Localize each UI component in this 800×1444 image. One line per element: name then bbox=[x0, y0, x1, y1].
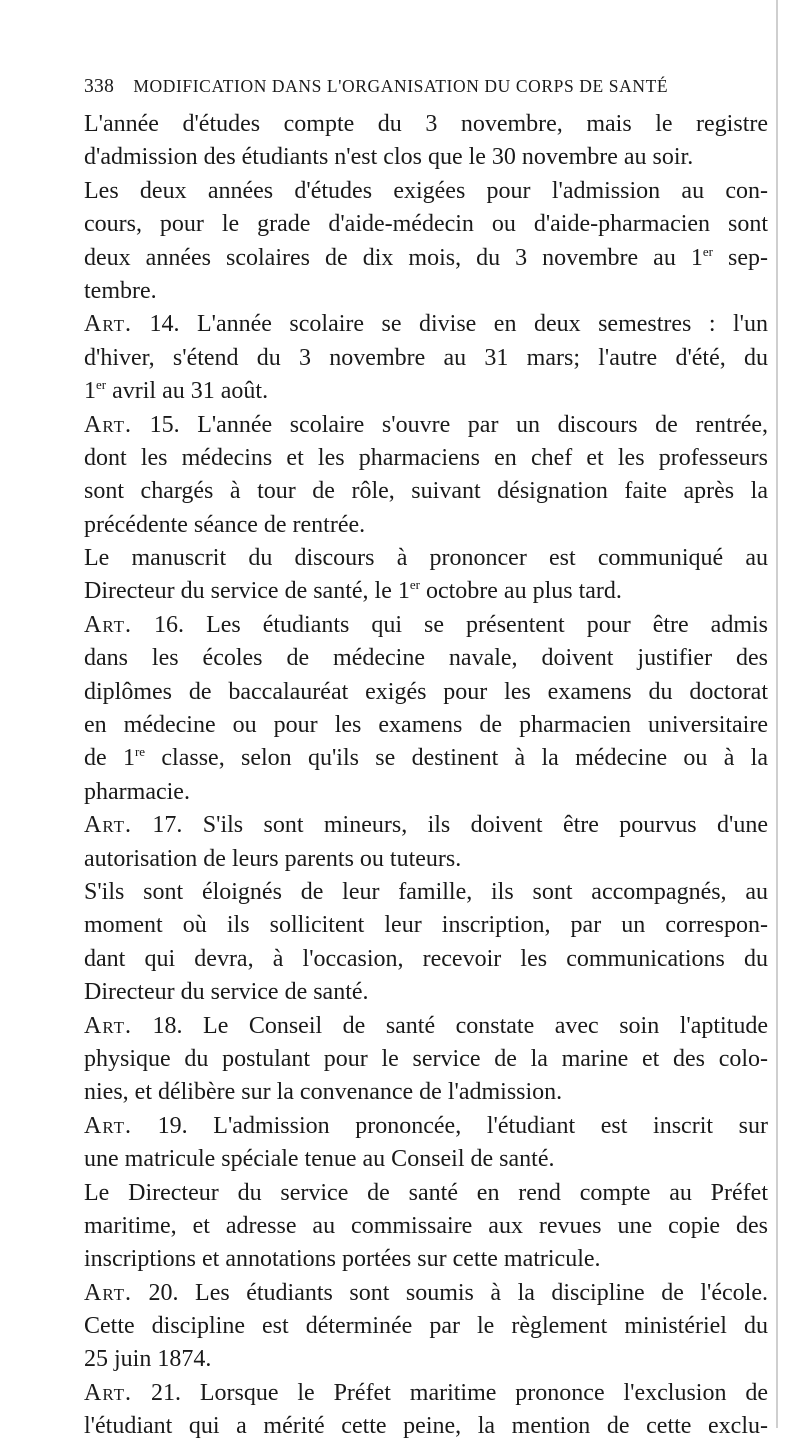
text-line: Art. 14. L'année scolaire se divise en deux semestres : l'un bbox=[84, 311, 768, 338]
text-line: tembre. bbox=[84, 277, 157, 304]
text-line: sont chargés à tour de rôle, suivant désignation faite après la bbox=[84, 478, 768, 505]
text-line: S'ils sont éloignés de leur famille, ils sont accompagnés, au bbox=[84, 878, 768, 905]
text-line: Art. 15. L'année scolaire s'ouvre par un discours de rentrée, bbox=[84, 411, 768, 438]
text-line: 25 juin 1874. bbox=[84, 1346, 212, 1373]
text-line: cours, pour le grade d'aide-médecin ou d'aide-pharmacien sont bbox=[84, 211, 768, 238]
page-edge bbox=[776, 0, 778, 1428]
text-line: Art. 19. L'admission prononcée, l'étudiant est inscrit sur bbox=[84, 1112, 768, 1139]
text-line: dans les écoles de médecine navale, doivent justifier des bbox=[84, 645, 768, 672]
text-line: deux années scolaires de dix mois, du 3 novembre au 1er sep- bbox=[84, 243, 768, 271]
text-line: Art. 16. Les étudiants qui se présentent pour être admis bbox=[84, 611, 768, 638]
text-line: Les deux années d'études exigées pour l'admission au con- bbox=[84, 177, 768, 204]
running-header bbox=[84, 76, 744, 98]
page-number: 338 bbox=[84, 76, 115, 97]
text-line: Art. 17. S'ils sont mineurs, ils doivent être pourvus d'une bbox=[84, 812, 768, 839]
text-line: Le Directeur du service de santé en rend compte au Préfet bbox=[84, 1179, 768, 1206]
text-line: 1er avril au 31 août. bbox=[84, 377, 269, 405]
text-line: Art. 18. Le Conseil de santé constate avec soin l'aptitude bbox=[84, 1012, 768, 1039]
body-text bbox=[84, 108, 768, 1444]
text-line: Art. 21. Lorsque le Préfet maritime prononce l'exclusion de bbox=[84, 1379, 768, 1406]
text-line: diplômes de baccalauréat exigés pour les examens du doctorat bbox=[84, 678, 768, 705]
text-line: Directeur du service de santé, le 1er octobre au plus tard. bbox=[84, 577, 622, 605]
text-line: de 1re classe, selon qu'ils se destinent à la médecine ou à la bbox=[84, 744, 768, 772]
text-line: autorisation de leurs parents ou tuteurs. bbox=[84, 845, 462, 872]
text-line: en médecine ou pour les examens de pharmacien universitaire bbox=[84, 712, 768, 739]
text-line: inscriptions et annotations portées sur cette matricule. bbox=[84, 1246, 601, 1273]
text-line: dont les médecins et les pharmaciens en chef et les professeurs bbox=[84, 444, 768, 471]
text-line: physique du postulant pour le service de la marine et des colo- bbox=[84, 1045, 768, 1072]
text-line: Directeur du service de santé. bbox=[84, 979, 369, 1006]
text-line: précédente séance de rentrée. bbox=[84, 511, 366, 538]
text-line: maritime, et adresse au commissaire aux revues une copie des bbox=[84, 1212, 768, 1239]
text-line: Cette discipline est déterminée par le règlement ministériel du bbox=[84, 1313, 768, 1340]
running-title: MODIFICATION DANS L'ORGANISATION DU CORPS DE SANTÉ bbox=[133, 76, 669, 96]
text-line: d'admission des étudiants n'est clos que le 30 novembre au soir. bbox=[84, 144, 694, 171]
text-line: nies, et délibère sur la convenance de l'admission. bbox=[84, 1079, 563, 1106]
text-line: Le manuscrit du discours à prononcer est communiqué au bbox=[84, 545, 768, 572]
text-line: une matricule spéciale tenue au Conseil de santé. bbox=[84, 1146, 555, 1173]
text-line: Art. 20. Les étudiants sont soumis à la discipline de l'école. bbox=[84, 1279, 768, 1306]
text-line: pharmacie. bbox=[84, 778, 190, 805]
text-line: d'hiver, s'étend du 3 novembre au 31 mars; l'autre d'été, du bbox=[84, 344, 768, 371]
text-line: L'année d'études compte du 3 novembre, mais le registre bbox=[84, 111, 768, 137]
text-line: moment où ils sollicitent leur inscription, par un correspon- bbox=[84, 912, 768, 939]
text-line: dant qui devra, à l'occasion, recevoir les communications du bbox=[84, 945, 768, 972]
text-line: l'étudiant qui a mérité cette peine, la mention de cette exclu- bbox=[84, 1413, 768, 1440]
